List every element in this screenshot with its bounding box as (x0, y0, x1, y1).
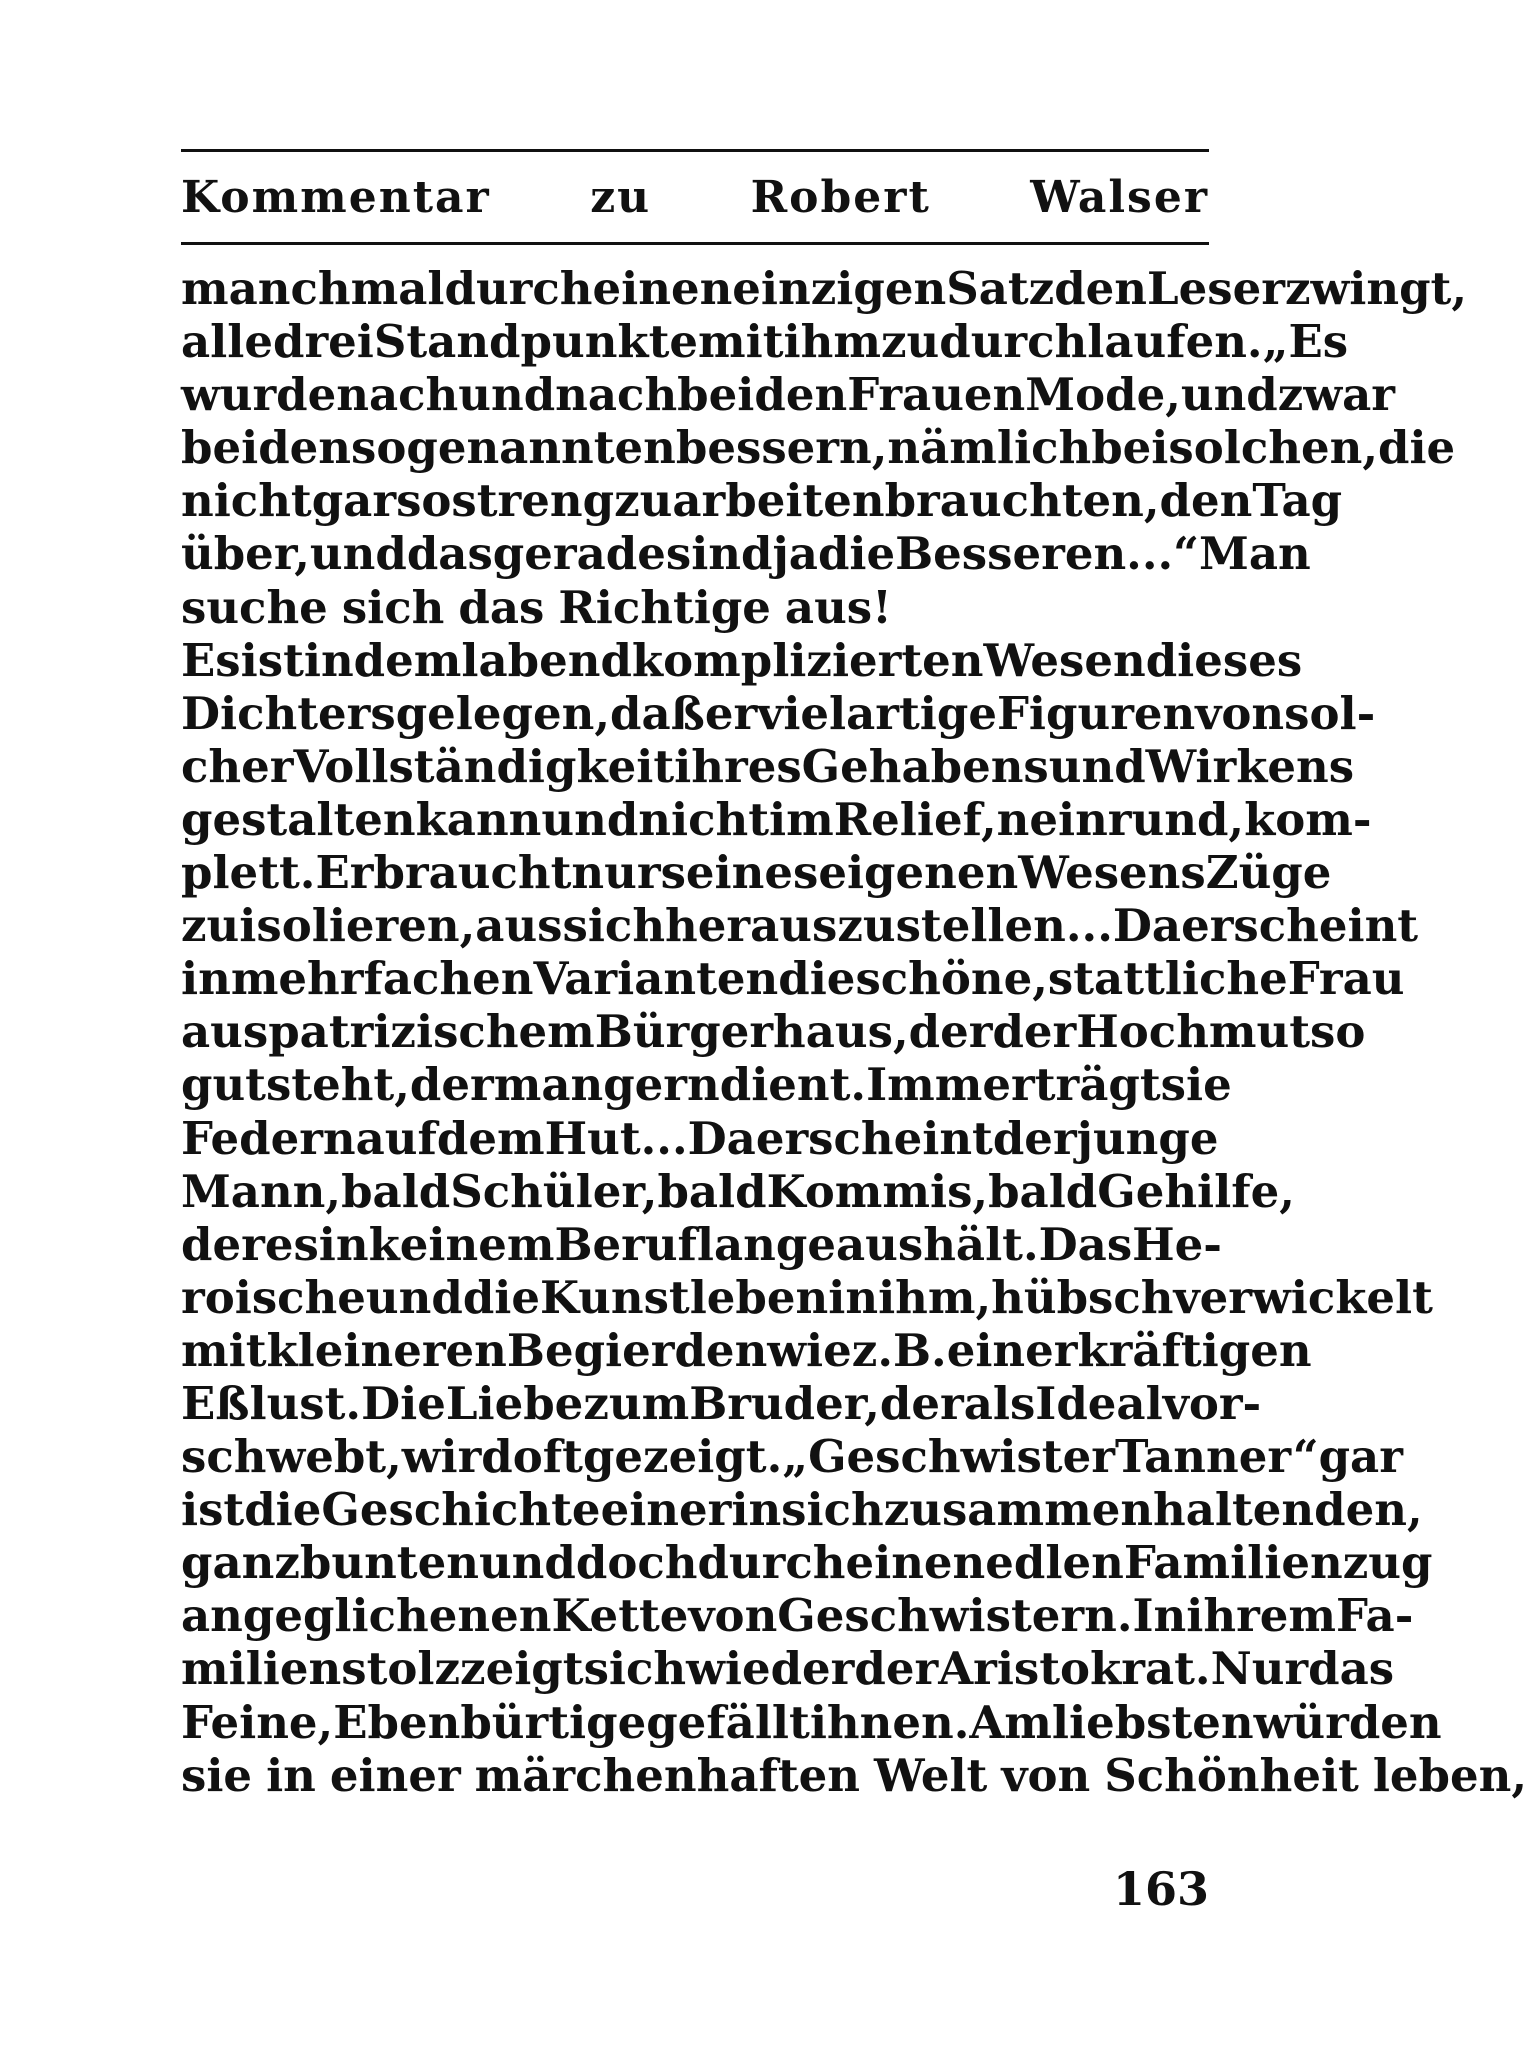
word: zu (614, 474, 673, 528)
word: gefällt (646, 1695, 810, 1749)
word: gerade (492, 527, 666, 581)
word: rund, (1107, 792, 1245, 846)
word: der (409, 1058, 494, 1112)
text-line (181, 952, 1405, 1006)
word: so (1310, 1005, 1366, 1059)
body-text (181, 262, 1527, 1802)
word: oft (512, 1430, 583, 1484)
word: bei (1091, 421, 1169, 475)
text-line (181, 1695, 1442, 1749)
word: von (1001, 1748, 1091, 1802)
word: Federn (181, 1111, 356, 1165)
word: Schönheit (1104, 1748, 1359, 1802)
word: gestalten (181, 792, 416, 846)
word: vielartige (757, 686, 997, 740)
word: Leser (1147, 262, 1285, 315)
word: verwickelt (1173, 1270, 1433, 1324)
word: auf (355, 1111, 437, 1165)
text-line (181, 1589, 1414, 1643)
word: arbeiten (672, 474, 885, 528)
word: Wirkens (1145, 739, 1355, 793)
word: Geschwistern. (777, 1589, 1133, 1643)
word: zum (583, 1376, 690, 1430)
word: aus (475, 899, 563, 953)
word: Gehabens (801, 739, 1049, 793)
word: Kunst (540, 1270, 690, 1324)
word: labend (461, 633, 632, 687)
word: Ideal (1035, 1376, 1163, 1430)
word: der (992, 1005, 1077, 1059)
text-line (181, 899, 1419, 953)
word: der (908, 1005, 993, 1059)
word: er (704, 686, 758, 740)
word: nach (336, 368, 459, 422)
word: kann (415, 792, 542, 846)
word: und (478, 1536, 576, 1590)
word: herauszustellen... (665, 899, 1113, 953)
word: seines (660, 846, 819, 900)
word: aus! (784, 580, 892, 634)
word: dem (353, 633, 462, 687)
text-line (181, 1323, 1312, 1377)
word: Nur (1210, 1642, 1309, 1696)
word: den (1159, 474, 1253, 528)
word: Da (687, 1111, 756, 1165)
word: der (854, 1642, 939, 1696)
word: Tag (1252, 474, 1343, 528)
word: märchenhaften (474, 1748, 860, 1802)
word: die (817, 527, 896, 581)
word: dieses (1145, 633, 1303, 687)
word: bald (657, 1164, 767, 1218)
word: Es (181, 633, 241, 687)
word: würden (1253, 1695, 1442, 1749)
word: von (1195, 686, 1285, 740)
word: Familienzug (1123, 1536, 1433, 1590)
word: in (318, 1217, 369, 1271)
word: den (1054, 262, 1148, 315)
word: Mode, (1025, 368, 1181, 422)
word: man (493, 1058, 604, 1112)
word: kom- (1244, 792, 1372, 846)
word: sol- (1284, 686, 1376, 740)
text-line (181, 633, 1303, 687)
word: kleineren (266, 1323, 507, 1377)
word: in (181, 952, 231, 1006)
word: cher (181, 739, 294, 793)
word: zusammenhaltenden, (883, 1483, 1423, 1537)
word: Richtige (558, 580, 771, 634)
word: wie (767, 1323, 852, 1377)
word: in (303, 633, 354, 687)
word: ihm (783, 315, 881, 369)
word: Kette (551, 1589, 689, 1643)
word: bei (677, 368, 755, 422)
text-line (181, 315, 1349, 369)
word: Bruder, (689, 1376, 880, 1430)
word: durch (444, 262, 593, 315)
word: Hut... (544, 1111, 688, 1165)
header-rule-top (181, 149, 1209, 152)
word: der (992, 1111, 1077, 1165)
word: mit (698, 315, 784, 369)
word: aushält. (836, 1217, 1039, 1271)
word: plett. (181, 846, 316, 900)
word: Eßlust. (181, 1376, 362, 1430)
word: bald (988, 1164, 1098, 1218)
word: z. (851, 1323, 893, 1377)
word: die (778, 952, 856, 1006)
word: leben (689, 1270, 829, 1324)
word: Welt (873, 1748, 988, 1802)
word: keinem (368, 1217, 555, 1271)
word: einer (329, 1748, 461, 1802)
word: steht, (265, 1058, 410, 1112)
word: einzigen (732, 262, 947, 315)
word: lange (696, 1217, 836, 1271)
word: Gehilfe, (1097, 1164, 1295, 1218)
word: sich (341, 580, 445, 634)
word: Satz (946, 262, 1055, 315)
word: Frauen (847, 368, 1026, 422)
text-line (181, 527, 1311, 581)
word: bald (341, 1164, 451, 1218)
word: so (396, 474, 452, 528)
word: Wesen (983, 633, 1146, 687)
word: Man (1199, 527, 1311, 581)
word: zu (880, 315, 940, 369)
word: sich (562, 899, 666, 953)
word: nämlich (887, 421, 1092, 475)
word: trägt (1034, 1058, 1161, 1112)
word: über, (181, 527, 310, 581)
word: einen (845, 1536, 986, 1590)
word: das (406, 527, 493, 581)
word: Feine, (181, 1695, 334, 1749)
word: zeigt (460, 1642, 584, 1696)
text-line (181, 474, 1343, 528)
text-line (181, 739, 1355, 793)
word: liebsten (1051, 1695, 1254, 1749)
word: gern (603, 1058, 720, 1112)
word: und (458, 368, 556, 422)
word: dem (436, 1111, 545, 1165)
word: nur (571, 846, 661, 900)
word: Wesens (1018, 846, 1206, 900)
word: im (769, 792, 834, 846)
word: Varianten (533, 952, 779, 1006)
text-line (181, 421, 1456, 475)
word: Er (315, 846, 374, 900)
word: sich (781, 1483, 884, 1537)
word: sogenannten (351, 421, 676, 475)
word: gezeigt. (582, 1430, 783, 1484)
word: in (731, 1483, 782, 1537)
word: ihnen. (809, 1695, 970, 1749)
word: ist (181, 1483, 245, 1537)
page-number: 163 (1112, 1862, 1209, 1916)
word: nicht (181, 474, 312, 528)
word: nein (996, 792, 1108, 846)
word: Liebe (445, 1376, 584, 1430)
word: roische (181, 1270, 366, 1324)
word: Die (361, 1376, 446, 1430)
word: der (181, 1217, 265, 1271)
word: die (244, 1483, 322, 1537)
text-line (181, 1430, 1403, 1484)
word: isolieren, (239, 899, 476, 953)
word: solchen, (1168, 421, 1378, 475)
word: durch (697, 1536, 846, 1590)
word: dient. (719, 1058, 867, 1112)
text-line (181, 846, 1332, 900)
word: kräftigen (1077, 1323, 1312, 1377)
word: schöne, (855, 952, 1048, 1006)
text-line (181, 792, 1372, 846)
word: milienstolz (181, 1642, 461, 1696)
word: aus (181, 1005, 269, 1059)
word: patrizischem (268, 1005, 595, 1059)
word: Geschichte (321, 1483, 601, 1537)
word: schwebt, (181, 1430, 402, 1484)
word: bunten (299, 1536, 479, 1590)
word: einer (946, 1323, 1078, 1377)
text-line (181, 1483, 1423, 1537)
word: ihm, (878, 1270, 992, 1324)
word: gar (311, 474, 397, 528)
word: Kommis, (766, 1164, 989, 1218)
word: wieder (686, 1642, 855, 1696)
word: Am (969, 1695, 1052, 1749)
word: den (754, 368, 848, 422)
word: Beruf (554, 1217, 697, 1271)
running-head-word: zu (590, 171, 652, 223)
word: Besseren...“ (895, 527, 1200, 581)
word: Bürgerhaus, (594, 1005, 909, 1059)
word: sich (583, 1642, 687, 1696)
running-head (181, 162, 1209, 232)
running-head-word: Kommentar (181, 171, 491, 223)
word: Züge (1205, 846, 1332, 900)
word: Tanner“ (1114, 1430, 1319, 1484)
text-line (181, 368, 1395, 422)
text-line (181, 1164, 1295, 1218)
word: Standpunkte (373, 315, 699, 369)
word: In (1132, 1589, 1187, 1643)
word: einen (592, 262, 733, 315)
word: erscheint (1181, 899, 1419, 953)
word: sie (1160, 1058, 1232, 1112)
text-line (181, 1111, 1219, 1165)
word: ihrem (1186, 1589, 1337, 1643)
word: Dichters (181, 686, 396, 740)
word: und (309, 527, 407, 581)
word: von (688, 1589, 778, 1643)
word: angeglichenen (181, 1589, 552, 1643)
word: streng (451, 474, 615, 528)
word: Hochmut (1076, 1005, 1311, 1059)
word: einer (600, 1483, 732, 1537)
word: leben, (1372, 1748, 1527, 1802)
word: braucht (373, 846, 572, 900)
word: manchmal (181, 262, 445, 315)
word: als (963, 1376, 1036, 1430)
word: ihres (674, 739, 802, 793)
word: in (266, 1748, 316, 1802)
running-head-word: Robert (750, 171, 931, 223)
word: Mann, (181, 1164, 342, 1218)
word: hübsch (991, 1270, 1174, 1324)
word: eigenen (818, 846, 1019, 900)
word: gut (181, 1058, 266, 1112)
word: wurde (181, 368, 337, 422)
word: erscheint (755, 1111, 993, 1165)
word: und (541, 792, 639, 846)
word: gelegen, (395, 686, 611, 740)
word: drei (272, 315, 374, 369)
word: zwingt, (1284, 262, 1467, 315)
word: stattliche (1047, 952, 1288, 1006)
word: Relief, (833, 792, 997, 846)
word: Vollständigkeit (293, 739, 675, 793)
word: edlen (985, 1536, 1124, 1590)
word: das (458, 580, 545, 634)
word: Aristokrat. (938, 1642, 1211, 1696)
word: die (1377, 421, 1456, 475)
word: durchlaufen. (939, 315, 1263, 369)
word: Immer (866, 1058, 1035, 1112)
text-line (181, 1270, 1433, 1324)
word: daß (610, 686, 705, 740)
word: es (264, 1217, 319, 1271)
text-line (181, 1058, 1232, 1112)
word: Fa- (1336, 1589, 1414, 1643)
word: bessern, (675, 421, 888, 475)
word: He- (1132, 1217, 1222, 1271)
word: nach (555, 368, 678, 422)
word: vor- (1162, 1376, 1262, 1430)
header-rule-bottom (181, 242, 1209, 245)
text-line (181, 1536, 1433, 1590)
word: nicht (638, 792, 770, 846)
word: Das (1038, 1217, 1133, 1271)
word: gar (1318, 1430, 1403, 1484)
text-line (181, 581, 1209, 634)
word: doch (575, 1536, 698, 1590)
word: suche (181, 580, 328, 634)
word: und (365, 1270, 463, 1324)
word: „Geschwister (782, 1430, 1115, 1484)
word: sie (181, 1748, 253, 1802)
word: und (1180, 368, 1278, 422)
word: ist (240, 633, 304, 687)
word: mehrfachen (230, 952, 534, 1006)
text-line (181, 1376, 1262, 1430)
word: zu (181, 899, 240, 953)
word: Figuren (996, 686, 1196, 740)
word: „Es (1262, 315, 1349, 369)
word: mit (181, 1323, 267, 1377)
text-line (181, 1748, 1527, 1802)
word: komplizierten (631, 633, 984, 687)
running-head-word: Walser (1030, 171, 1209, 223)
word: ganz (181, 1536, 300, 1590)
word: der (879, 1376, 964, 1430)
word: brauchten, (884, 474, 1160, 528)
word: Begierden (506, 1323, 768, 1377)
word: ja (772, 527, 818, 581)
word: alle (181, 315, 273, 369)
text-line (181, 1217, 1222, 1271)
word: die (462, 1270, 541, 1324)
word: Ebenbürtige (333, 1695, 647, 1749)
word: Frau (1287, 952, 1405, 1006)
word: Da (1112, 899, 1182, 953)
word: in (828, 1270, 879, 1324)
text-line (181, 1005, 1366, 1059)
text-line (181, 686, 1376, 740)
word: den (258, 421, 352, 475)
word: bei (181, 421, 259, 475)
word: zwar (1277, 368, 1395, 422)
word: Schüler, (450, 1164, 658, 1218)
word: sind (665, 527, 773, 581)
word: und (1048, 739, 1146, 793)
word: B. (893, 1323, 947, 1377)
word: das (1308, 1642, 1395, 1696)
word: wird (401, 1430, 513, 1484)
text-line (181, 1642, 1395, 1696)
word: junge (1076, 1111, 1219, 1165)
text-line (181, 262, 1467, 315)
